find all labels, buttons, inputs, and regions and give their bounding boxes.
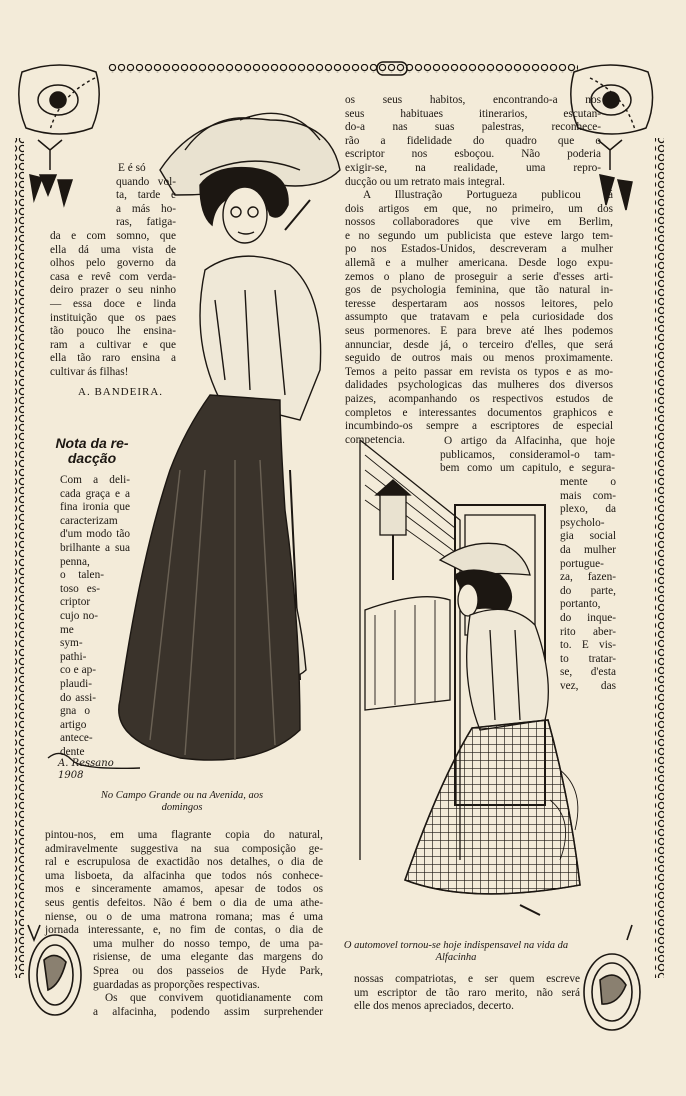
caption-left: No Campo Grande ou na Avenida, aos domingos — [100, 790, 264, 813]
text-line: co e ap- — [60, 664, 96, 677]
artist-signature: A. Ressano 1908 — [58, 758, 114, 781]
alfacinha-paragraph-narrow — [560, 476, 616, 694]
text-line: da mulher — [560, 543, 616, 556]
text-line: E é só — [118, 162, 146, 174]
text-line: competencia. — [345, 433, 405, 446]
bottom-right-column — [354, 973, 580, 1014]
text-line: a más ho- — [116, 202, 176, 215]
text-line: guardadas as proporções respectivas. — [93, 978, 260, 991]
text-line: pathi- — [60, 650, 87, 663]
bottom-left-column — [45, 829, 323, 1019]
text-line: do-a nas suas palestras, reconhece- — [345, 121, 601, 134]
text-line: instituição que os paes — [50, 311, 176, 324]
text-line: incumbindo-os sempre a escriptores de especial — [345, 420, 613, 433]
left-intro-column — [50, 162, 176, 380]
text-line: uma mulher do nosso tempo, de uma pa- — [93, 937, 323, 950]
text-line: dalidades psychologicas das mulheres dos diversos — [345, 379, 613, 392]
text-line: olhos pelo governo da — [50, 257, 176, 270]
alfacinha-paragraph-wide — [440, 435, 615, 476]
text-line: cultivar ás filhas! — [50, 365, 129, 378]
text-line: gos de psychologia feminina, que tão natural in- — [345, 284, 613, 297]
text-line: os seus habitos, encontrando-a nos — [345, 94, 601, 106]
text-line: escriptor nos esboçou. Não poderia — [345, 148, 601, 161]
text-line: Com a deli- — [60, 474, 130, 486]
illustration-alfacinha — [360, 440, 580, 915]
text-line: elle dos menos apreciados, decerto. — [354, 1000, 514, 1013]
text-line: rito aber- — [560, 625, 616, 638]
text-line: do inque- — [560, 611, 616, 624]
text-line: to tratar- — [560, 652, 616, 665]
text-line: publicamos, consideramol-o tam- — [440, 448, 615, 461]
text-line: criptor — [60, 596, 91, 609]
text-line: artigo — [60, 718, 87, 731]
text-line: jornada interessante, e, no fim de contas, o dia de — [45, 924, 323, 937]
text-line: O artigo da Alfacinha, que hoje — [444, 435, 615, 447]
text-line: ram a cultivar e que — [50, 338, 176, 351]
text-line: nossas compatriotas, e ser quem escreve — [354, 973, 580, 985]
text-line: za, fazen- — [560, 571, 616, 584]
text-line: to. E vis- — [560, 639, 616, 652]
text-line: plaudi- — [60, 677, 92, 690]
locket-bottom-right — [584, 925, 640, 1030]
text-line: ducção ou um retrato mais integral. — [345, 175, 505, 188]
text-line: Os que convivem quotidianamente com — [105, 992, 323, 1005]
caption-right: O automovel tornou-se hoje indispensavel na vida da Alfacinha — [343, 940, 569, 963]
text-line: psycholo- — [560, 516, 605, 529]
text-line: seus gentis defeitos. Não é bem o dia de uma athe- — [45, 896, 323, 909]
text-line: paizes, acompanhando os respectivos estudos de — [345, 392, 613, 405]
text-line: do assi- — [60, 691, 96, 704]
text-line: admiravelmente suggestiva na sua composição ge- — [45, 842, 323, 855]
illustracao-paragraph — [345, 189, 613, 447]
text-line: portanto, — [560, 598, 601, 611]
text-line: dois artigos em que, no primeiro, um dos — [345, 202, 613, 215]
author-signature: A. BANDEIRA. — [78, 386, 164, 398]
text-line: nossos collaboradores que vive em Berlim, — [345, 216, 613, 229]
text-line: mente o — [560, 476, 616, 488]
text-line: pintou-nos, em uma flagrante copia do natural, — [45, 829, 323, 841]
text-line: exigir-se, na realidade, uma repro- — [345, 161, 601, 174]
text-line: bem como um capitulo, e segura- — [440, 462, 615, 475]
text-line: rão a fidelidade do quadro que o — [345, 134, 601, 147]
text-line: deiro prazer o seu ninho — [50, 284, 176, 297]
text-line: ta, tarde e — [116, 189, 176, 202]
text-line: teresse despertaram aos nossos leitores, pelo — [345, 297, 613, 310]
text-line: mos e sinceramente amamos, apesar de todos os — [45, 883, 323, 896]
text-line: A Illustração Portugueza publicou já — [363, 189, 613, 201]
right-column-top — [345, 94, 601, 189]
text-line: fina ironia que — [60, 501, 130, 514]
text-line: ras, fatiga- — [116, 216, 176, 229]
text-line: ral e escrupulosa de exactidão nos detalhes, o dia de — [45, 856, 323, 869]
text-line: gna o — [60, 705, 90, 718]
text-line: ella dá uma vista de — [50, 243, 176, 256]
nota-text — [60, 474, 130, 759]
text-line: po nos Estados-Unidos, descreveram a mulher — [345, 243, 613, 256]
text-line: seus habituaes itinerarios, escutan- — [345, 107, 601, 120]
text-line: um escriptor de tão raro merito, não será — [354, 986, 580, 999]
text-line: a alfacinha, podendo assim surprehender — [93, 1005, 323, 1018]
text-line: casa e revê com verda- — [50, 270, 176, 283]
text-line: me sym- — [60, 623, 83, 650]
text-line: plexo, da — [560, 503, 616, 516]
text-line: cujo no- — [60, 609, 98, 622]
text-line: do parte, — [560, 584, 616, 597]
text-line: da e com somno, que — [50, 229, 176, 242]
text-line: gia social — [560, 530, 616, 543]
text-line: completos e interessantes documentos graphicos e — [345, 406, 613, 419]
text-line: risiense, de uma elegante das margens do — [93, 951, 323, 964]
text-line: uma lisboeta, da alfacinha que todos nós conhece- — [45, 869, 323, 882]
text-line: seus pormenores. E para breve até lhes podemos — [345, 324, 613, 337]
text-line: tão pouco lhe ensina- — [50, 325, 176, 338]
text-line: Sprea ou dos passeios de Hyde Park, — [93, 964, 323, 977]
text-line: Temos a peito passar em revista os typos e as mo- — [345, 365, 613, 378]
text-line: mais com- — [560, 489, 616, 502]
text-line: o talen- — [60, 569, 104, 582]
text-line: brilhante a sua — [60, 541, 130, 554]
nota-title: Nota da re-dacção — [55, 435, 129, 466]
text-line: toso es- — [60, 582, 100, 595]
text-line: caracterizam — [60, 514, 118, 527]
text-line: — essa doce e linda — [50, 297, 176, 310]
text-line: cada graça e a — [60, 487, 130, 500]
text-line: annunciar, desde já, o terceiro d'elles, que será — [345, 338, 613, 351]
text-line: ella tão raro ensina a — [50, 352, 176, 365]
text-line: quando vol- — [116, 175, 176, 188]
text-line: penna, — [60, 555, 90, 568]
text-line: antece- — [60, 732, 93, 745]
text-line: vez, das — [560, 679, 616, 692]
text-line: e no segundo um publicista que esteve largo tem- — [345, 229, 613, 242]
text-line: zemos o plano de proseguir a serie d'esses arti- — [345, 270, 613, 283]
text-line: d'um modo tão — [60, 528, 130, 541]
text-line: dente — [60, 745, 85, 758]
text-line: portugue- — [560, 557, 604, 570]
text-line: niense, ou o de uma matrona romana; mas é uma — [45, 910, 323, 923]
text-line: assumpto que tratavam e pela curiosidade dos — [345, 311, 613, 324]
text-line: seguido de outros mais ou menos proximamente. — [345, 352, 613, 365]
text-line: se, d'esta — [560, 666, 616, 679]
text-line: allemã e a mulher americana. Desde logo expu- — [345, 256, 613, 269]
